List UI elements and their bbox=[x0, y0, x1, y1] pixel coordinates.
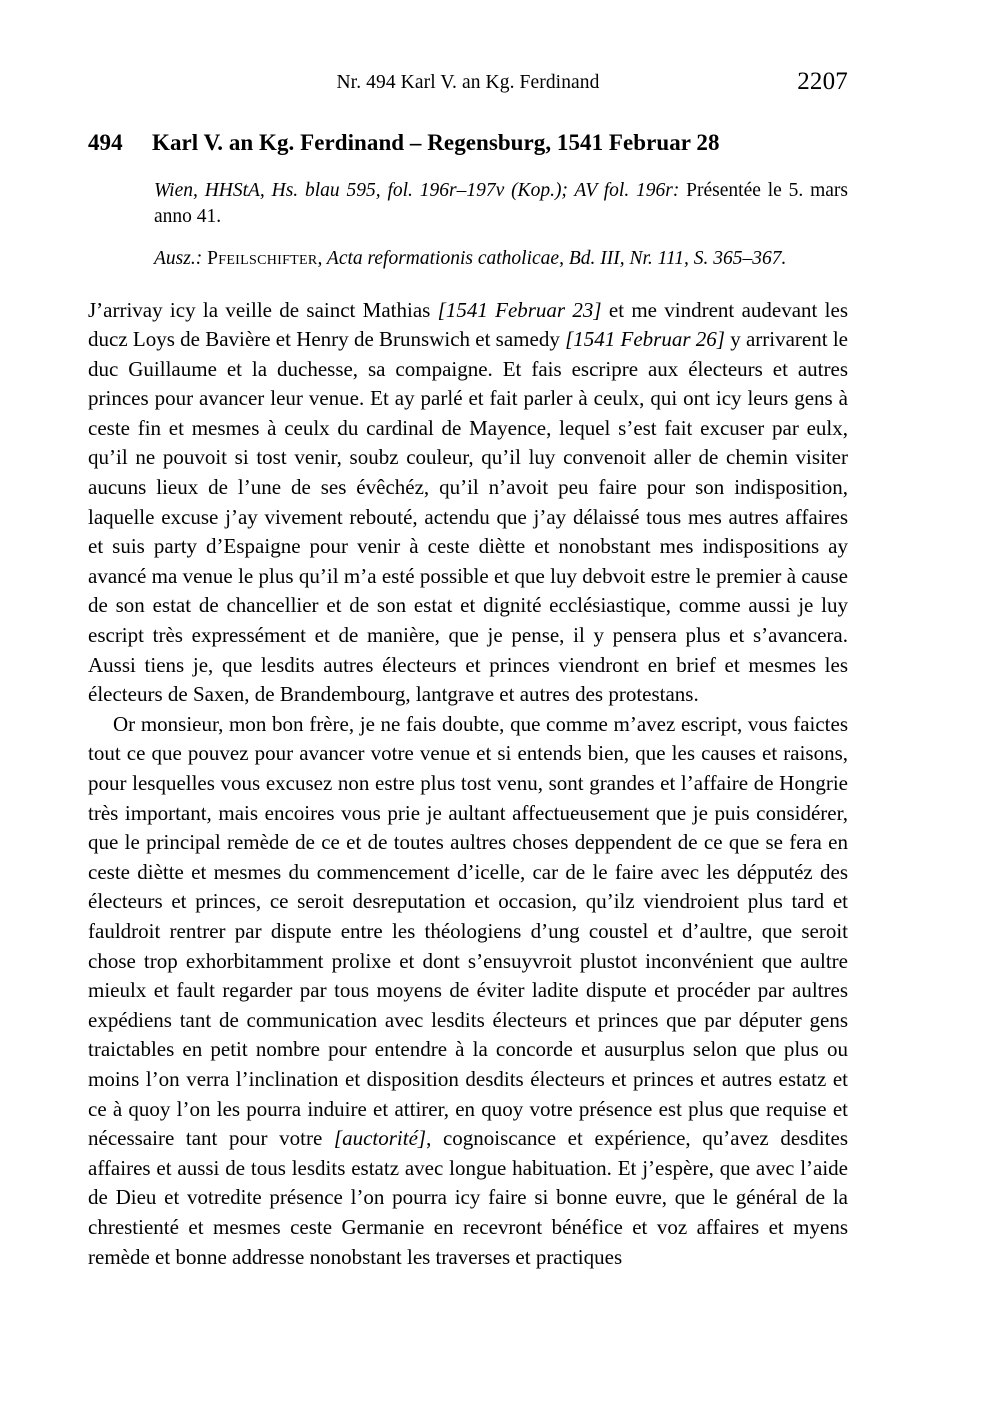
body-paragraph-2 bbox=[88, 710, 848, 1272]
paragraph-1-segment-2: et me vindrent audevant les ducz Loys de Bavière et Henry de Brunswich et samedy bbox=[88, 297, 848, 352]
archive-reference-note: Présentée le 5. mars anno 41. bbox=[154, 180, 848, 227]
page-title: Karl V. an Kg. Ferdinand – Regensburg, 1541 Februar 28 bbox=[152, 130, 720, 155]
paragraph-2-editorial-emphasis: [auctorité] bbox=[333, 1126, 427, 1151]
paragraph-1-segment-3: y arrivarent le duc Guillaume et la duchesse, sa compaigne. Et fais escripre aux électeurs et autres princes pour avancer leur venue. Et ay parlé et fait parler à ceulx, qui ont icy leurs gens à ceste fin et mesmes à ceulx du cardinal de Mayence, lequel s’est fait excuser par eulx, qu’il ne pouvoit si tost venir, soubz couleur, qu’il luy convenoit aller de chemin visiter aucuns lieux de l’une de ses évêchéz, qu’il n’avoit peu faire pour son indisposition, laquelle excuse j’ay vivement rebouté, actendu que j’ay délaissé tous mes autres affaires et suis party d’Espaigne pour venir à ceste diètte et nonobstant mes indispositions ay avancé ma venue le plus qu’il m’a esté possible et que luy debvoit estre le premier à cause de son estat de chancellier et de son estat et dignité ecclésiastique, comme aussi je luy escript très expressément et de manière, que je pense, il y pensera plus et s’avancera. Aussi tiens je, que lesdits autres électeurs et princes viendront en brief et mesmes les électeurs de Saxen, de Brandembourg, lantgrave et autres des protestans. bbox=[88, 327, 848, 707]
page-content-column bbox=[88, 0, 848, 1272]
paragraph-2-segment-2: , cognoiscance et expérience, qu’avez desdites affaires et aussi de tous lesdits estatz avec longue habituation. Et j’espère, que avec l’aide de Dieu et votredite présence l’on pourra icy faire si bonne euvre, que le général de la chrestienté et mesmes ceste Germanie en recevront bénéfice et voz affaires et myens remède et bonne addresse nonobstant les traverses et practiques bbox=[88, 1126, 848, 1269]
source-apparatus bbox=[154, 178, 848, 272]
document-heading bbox=[88, 130, 848, 156]
body-paragraph-1 bbox=[88, 296, 848, 710]
paragraph-1-editorial-date-2: [1541 Februar 26] bbox=[565, 327, 725, 352]
paragraph-1-segment-1: J’arrivay icy la veille de sainct Mathias bbox=[88, 297, 438, 322]
excerpt-author: Pfeilschifter bbox=[207, 248, 318, 269]
paragraph-2-segment-1: Or monsieur, mon bon frère, je ne fais doubte, que comme m’avez escript, vous faictes tout ce que pouvez pour avancer votre venue et si entends bien, que les causes et raisons, pour lesquelles vous excusez non estre plus tost venu, sont grandes et l’affaire de Hongrie très important, mais encoires vous prie je aultant affectueusement que je puis considérer, que le principal remède de ce et de toutes aultres choses deppendent de ce que se fera en ceste diètte et mesmes du commencement d’icelle, car de le faire avec les dépputéz des électeurs et princes, ce seroit desreputation et occasion, qu’ilz viendroient plus tard et fauldroit rentrer par dispute entre les théologiens d’ung coustel et d’aultre, que seroit chose trop exhorbitamment prolixe et dont s’ensuyvroit plustot inconvénient que aultre mieulx et fault regarder par tous moyens de éviter ladite dispute et procéder par aultres expédiens tant de communication avec lesdits électeurs et princes que par députer gens traictables en petit nombre pour entendre à la concorde et ausurplus selon que plus ou moins l’on verra l’inclination et disposition desdits électeurs et princes et autres estatz et ce à quoy l’on les pourra induire et attirer, en quoy votre présence est plus que requise et nécessaire tant pour votre bbox=[88, 711, 848, 1151]
document-number: 494 bbox=[88, 130, 123, 155]
page-number: 2207 bbox=[797, 68, 848, 95]
running-header bbox=[88, 68, 848, 116]
excerpt-title: Acta reformationis catholicae, Bd. III, Nr. 111, S. 365–367. bbox=[322, 248, 787, 269]
excerpt-label: Ausz.: bbox=[154, 248, 203, 269]
paragraph-1-editorial-date-1: [1541 Februar 23] bbox=[437, 297, 602, 322]
running-head-title: Nr. 494 Karl V. an Kg. Ferdinand bbox=[336, 72, 600, 93]
archive-reference-line bbox=[154, 178, 848, 229]
archive-reference-shelfmark: Wien, HHStA, Hs. blau 595, fol. 196r–197v (Kop.); AV fol. 196r: bbox=[154, 180, 680, 201]
document-body bbox=[88, 296, 848, 1273]
excerpt-separator: , bbox=[317, 248, 323, 269]
excerpt-reference-line bbox=[154, 246, 848, 272]
